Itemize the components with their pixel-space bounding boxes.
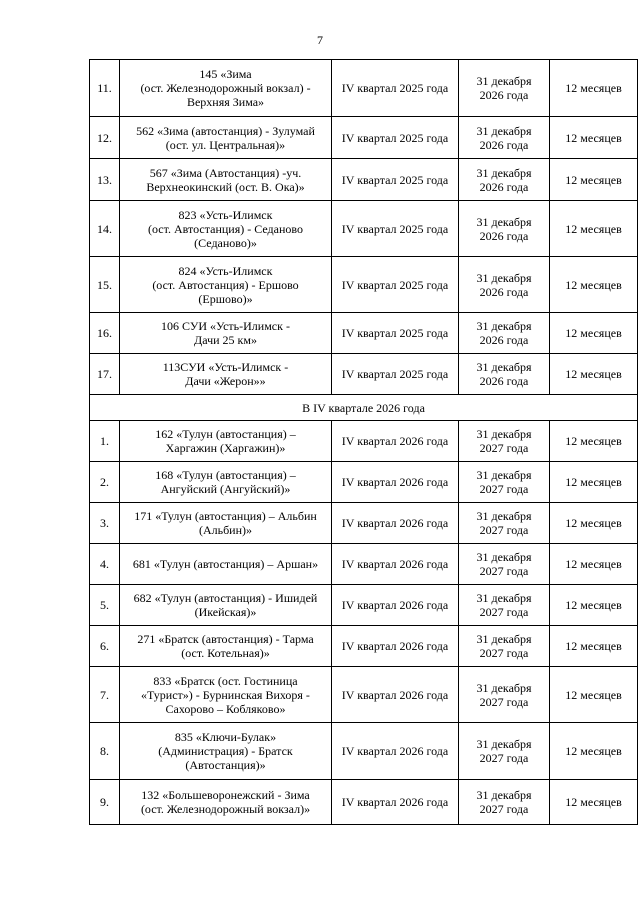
end-date (459, 544, 550, 585)
route-line: «Турист») - Бурнинская Вихоря - (141, 687, 310, 702)
start-period: IV квартал 2026 года (332, 723, 459, 780)
route-name (120, 313, 332, 354)
row-number: 2. (90, 462, 120, 503)
route-name (120, 60, 332, 117)
term: 12 месяцев (550, 544, 638, 585)
end-date (459, 585, 550, 626)
end-date (459, 354, 550, 395)
route-line: 824 «Усть-Илимск (178, 263, 273, 278)
term: 12 месяцев (550, 421, 638, 462)
start-period: IV квартал 2025 года (332, 117, 459, 159)
start-period: IV квартал 2025 года (332, 159, 459, 201)
row-number: 5. (90, 585, 120, 626)
end-date-line: 2026 года (479, 179, 529, 194)
row-number: 8. (90, 723, 120, 780)
route-line: (ост. Железнодорожный вокзал)» (140, 802, 311, 816)
start-period: IV квартал 2025 года (332, 313, 459, 354)
route-line: 823 «Усть-Илимск (178, 207, 273, 222)
route-line: 681 «Тулун (автостанция) – Аршан» (132, 557, 319, 571)
term: 12 месяцев (550, 313, 638, 354)
end-date-line: 2026 года (479, 374, 529, 388)
route-line: Верхнеокинский (ост. В. Ока)» (146, 179, 305, 194)
table-row (90, 544, 638, 585)
route-line: Верхняя Зима» (186, 95, 265, 109)
route-line: (Альбин)» (198, 523, 253, 537)
row-number: 6. (90, 626, 120, 667)
start-period: IV квартал 2026 года (332, 503, 459, 544)
route-line: Ангуйский (Ангуйский)» (160, 482, 291, 496)
route-line: 567 «Зима (Автостанция) -уч. (149, 165, 302, 180)
end-date (459, 117, 550, 159)
end-date-line: 31 декабря (476, 468, 532, 482)
table-row (90, 462, 638, 503)
end-date-line: 31 декабря (476, 788, 532, 802)
table-row (90, 626, 638, 667)
route-name (120, 201, 332, 257)
route-line: Дачи «Жерон»» (185, 374, 266, 388)
end-date-line: 31 декабря (476, 214, 532, 229)
route-line: 171 «Тулун (автостанция) – Альбин (134, 509, 317, 523)
route-name (120, 354, 332, 395)
route-name (120, 159, 332, 201)
term: 12 месяцев (550, 462, 638, 503)
end-date-line: 31 декабря (476, 123, 532, 138)
route-line: (ост. Железнодорожный вокзал) - (140, 81, 311, 95)
end-date (459, 257, 550, 313)
end-date (459, 462, 550, 503)
table-row (90, 667, 638, 723)
end-date (459, 780, 550, 825)
page-number: 7 (317, 33, 323, 47)
route-line: 145 «Зима (199, 67, 252, 81)
row-number: 3. (90, 503, 120, 544)
end-date-line: 2027 года (479, 646, 529, 660)
start-period: IV квартал 2026 года (332, 780, 459, 825)
end-date-line: 2026 года (479, 137, 529, 152)
row-number: 7. (90, 667, 120, 723)
row-number: 13. (90, 159, 120, 201)
table-row (90, 723, 638, 780)
route-line: 682 «Тулун (автостанция) - Ишидей (133, 591, 318, 605)
end-date-line: 31 декабря (476, 591, 532, 605)
end-date-line: 31 декабря (476, 74, 532, 88)
term: 12 месяцев (550, 503, 638, 544)
route-name (120, 626, 332, 667)
end-date-line: 2027 года (479, 441, 529, 455)
start-period: IV квартал 2026 года (332, 544, 459, 585)
end-date-line: 31 декабря (476, 165, 532, 180)
end-date-line: 2027 года (479, 694, 529, 709)
row-number: 16. (90, 313, 120, 354)
row-number: 14. (90, 201, 120, 257)
route-name (120, 667, 332, 723)
start-period: IV квартал 2026 года (332, 626, 459, 667)
route-line: (Ершово)» (198, 291, 253, 306)
end-date (459, 503, 550, 544)
row-number: 4. (90, 544, 120, 585)
route-line: 132 «Большеворонежский - Зима (141, 788, 310, 802)
start-period: IV квартал 2025 года (332, 257, 459, 313)
end-date-line: 31 декабря (476, 427, 532, 441)
end-date (459, 313, 550, 354)
route-name (120, 117, 332, 159)
term: 12 месяцев (550, 667, 638, 723)
start-period: IV квартал 2026 года (332, 585, 459, 626)
end-date-line: 31 декабря (476, 632, 532, 646)
row-number: 17. (90, 354, 120, 395)
table-row (90, 60, 638, 117)
term: 12 месяцев (550, 354, 638, 395)
route-line: Сахорово – Кобляково» (165, 701, 286, 716)
end-date-line: 31 декабря (476, 360, 532, 374)
end-date (459, 201, 550, 257)
route-line: (ост. Автостанция) - Седаново (148, 221, 303, 236)
start-period: IV квартал 2025 года (332, 201, 459, 257)
term: 12 месяцев (550, 257, 638, 313)
end-date (459, 421, 550, 462)
table-row (90, 503, 638, 544)
row-number: 9. (90, 780, 120, 825)
row-number: 11. (90, 60, 120, 117)
table-row (90, 117, 638, 159)
end-date-line: 2027 года (479, 564, 529, 578)
term: 12 месяцев (550, 585, 638, 626)
route-line: 162 «Тулун (автостанция) – (155, 427, 296, 441)
route-line: 562 «Зима (автостанция) - Зулумай (136, 123, 315, 138)
term: 12 месяцев (550, 626, 638, 667)
end-date-line: 2026 года (479, 228, 529, 243)
end-date-line: 31 декабря (476, 737, 532, 751)
route-line: 106 СУИ «Усть-Илимск - (161, 319, 290, 333)
route-line: 833 «Братск (ост. Гостиница (153, 673, 298, 688)
route-name (120, 780, 332, 825)
end-date (459, 60, 550, 117)
start-period: IV квартал 2025 года (332, 60, 459, 117)
end-date-line: 2027 года (479, 802, 529, 816)
route-line: 835 «Ключи-Булак» (174, 730, 277, 744)
route-name (120, 421, 332, 462)
route-line: 168 «Тулун (автостанция) – (155, 468, 296, 482)
term: 12 месяцев (550, 159, 638, 201)
start-period: IV квартал 2026 года (332, 421, 459, 462)
start-period: IV квартал 2026 года (332, 462, 459, 503)
term: 12 месяцев (550, 723, 638, 780)
route-name (120, 503, 332, 544)
term: 12 месяцев (550, 60, 638, 117)
table-row (90, 354, 638, 395)
end-date-line: 31 декабря (476, 509, 532, 523)
row-number: 12. (90, 117, 120, 159)
end-date-line: 2026 года (479, 284, 529, 299)
table-row (90, 159, 638, 201)
route-line: 113СУИ «Усть-Илимск - (162, 360, 289, 374)
end-date-line: 31 декабря (476, 680, 532, 695)
row-number: 15. (90, 257, 120, 313)
table-row (90, 257, 638, 313)
end-date-line: 31 декабря (476, 270, 532, 285)
route-line: Дачи 25 км» (194, 333, 257, 347)
table-row (90, 313, 638, 354)
route-line: (Икейская)» (194, 605, 257, 619)
row-number: 1. (90, 421, 120, 462)
table-row (90, 585, 638, 626)
route-line: (ост. ул. Центральная)» (165, 137, 286, 152)
end-date-line: 31 декабря (476, 319, 532, 333)
term: 12 месяцев (550, 201, 638, 257)
end-date-line: 2027 года (479, 523, 529, 537)
route-name (120, 544, 332, 585)
end-date-line: 2026 года (479, 88, 529, 102)
end-date-line: 2027 года (479, 605, 529, 619)
route-line: 271 «Братск (автостанция) - Тарма (137, 632, 314, 646)
section-heading: В IV квартале 2026 года (90, 395, 638, 421)
term: 12 месяцев (550, 117, 638, 159)
route-line: (Седаново)» (194, 235, 257, 250)
end-date (459, 667, 550, 723)
section-heading-row (90, 395, 638, 421)
route-line: Харгажин (Харгажин)» (165, 441, 286, 455)
term: 12 месяцев (550, 780, 638, 825)
route-line: (Администрация) - Братск (158, 744, 293, 758)
route-name (120, 257, 332, 313)
route-name (120, 585, 332, 626)
table-row (90, 201, 638, 257)
table-row (90, 780, 638, 825)
route-schedule-table (89, 59, 638, 825)
end-date-line: 2026 года (479, 333, 529, 347)
end-date (459, 723, 550, 780)
route-line: (ост. Автостанция) - Ершово (152, 277, 299, 292)
start-period: IV квартал 2025 года (332, 354, 459, 395)
table-row (90, 421, 638, 462)
route-line: (ост. Котельная)» (181, 646, 270, 660)
end-date (459, 159, 550, 201)
start-period: IV квартал 2026 года (332, 667, 459, 723)
route-line: (Автостанция)» (185, 758, 266, 772)
end-date-line: 2027 года (479, 482, 529, 496)
end-date (459, 626, 550, 667)
end-date-line: 2027 года (479, 751, 529, 765)
route-name (120, 723, 332, 780)
end-date-line: 31 декабря (476, 550, 532, 564)
route-name (120, 462, 332, 503)
